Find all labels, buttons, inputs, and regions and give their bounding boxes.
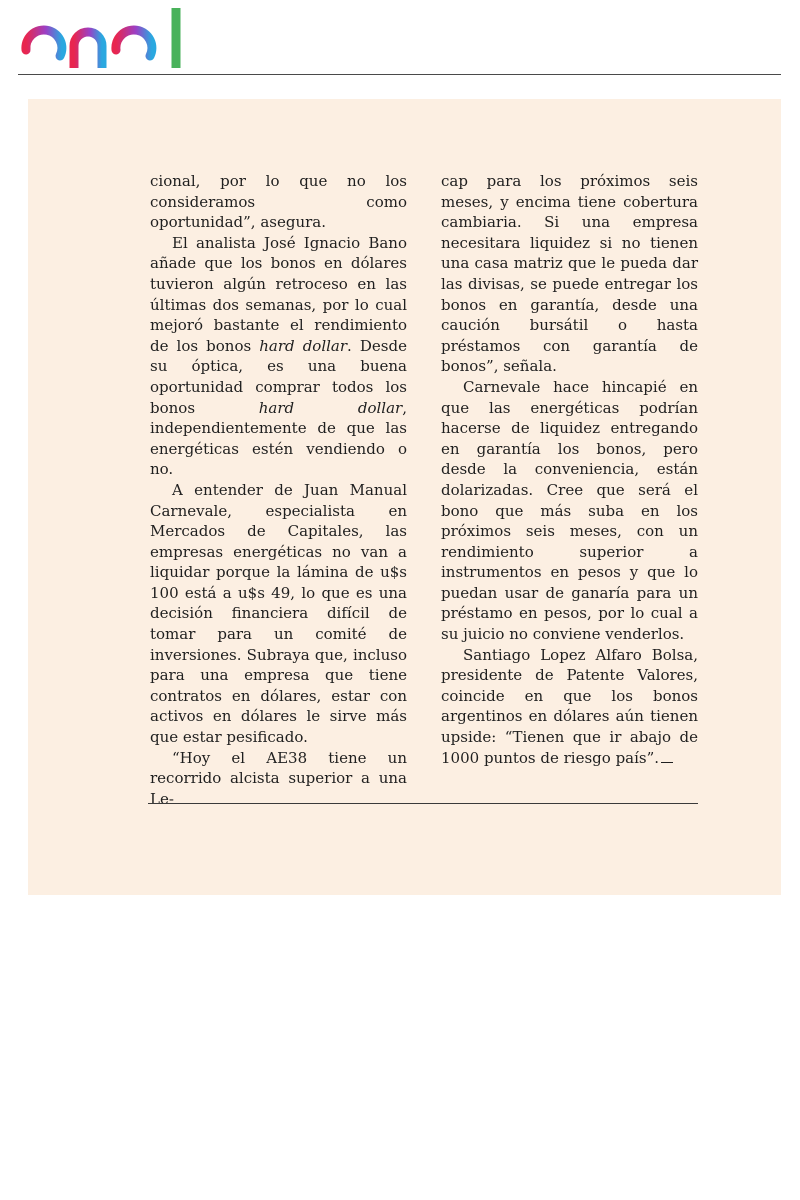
paragraph: Carnevale hace hincapié en que las energéticas podrían hacerse de liquidez entregando en garantía los bonos, pero desde la conveniencia, están dolarizadas. Cree que será el bono que más suba en los próximos seis meses, con un rendimiento superior a instrumentos en pesos y que lo puedan usar de ganaría para un préstamo en pesos, por lo cual a su juicio no conviene venderlos.	[441, 377, 698, 644]
enel-logo	[18, 6, 198, 70]
paragraph: Santiago Lopez Alfaro Bolsa, presidente de Patente Valores, coincide en que los bonos argentinos en dólares aún tienen upside: “Tienen que ir abajo de 1000 puntos de riesgo país”.	[441, 645, 698, 767]
paragraph: A entender de Juan Manual Carnevale, especialista en Mercados de Capitales, las empresas energéticas no van a liquidar porque la lámina de u$s 100 está a u$s 49, lo que es una decisión financiera difícil de tomar para un comité de inversiones. Subraya que, incluso para una empresa que tiene contratos en dólares, estar con activos en dólares le sirve más que estar pesificado.	[150, 480, 407, 747]
article-body	[150, 171, 698, 809]
end-of-article-mark	[661, 762, 673, 763]
paragraph: “Hoy el AE38 tiene un recorrido alcista superior a una Le-	[150, 748, 407, 808]
article-end-rule	[148, 803, 698, 804]
paragraph: El analista José Ignacio Bano añade que los bonos en dólares tuvieron algún retroceso en las últimas dos semanas, por lo cual mejoró bastante el rendimiento de los bonos hard dollar. Desde su óptica, es una buena oportunidad comprar todos los bonos hard dollar, independientemente de que las energéticas estén vendiendo o no.	[150, 233, 407, 479]
article-column-right	[441, 171, 698, 809]
paragraph: cional, por lo que no los consideramos como oportunidad”, asegura.	[150, 172, 407, 232]
article-column-left	[150, 171, 407, 809]
header-divider	[18, 74, 781, 75]
paragraph: cap para los próximos seis meses, y encima tiene cobertura cambiaria. Si una empresa necesitara liquidez si no tienen una casa matriz que le pueda dar las divisas, se puede entregar los bonos en garantía, desde una caución bursátil o hasta préstamos con garantía de bonos”, señala.	[441, 172, 698, 376]
